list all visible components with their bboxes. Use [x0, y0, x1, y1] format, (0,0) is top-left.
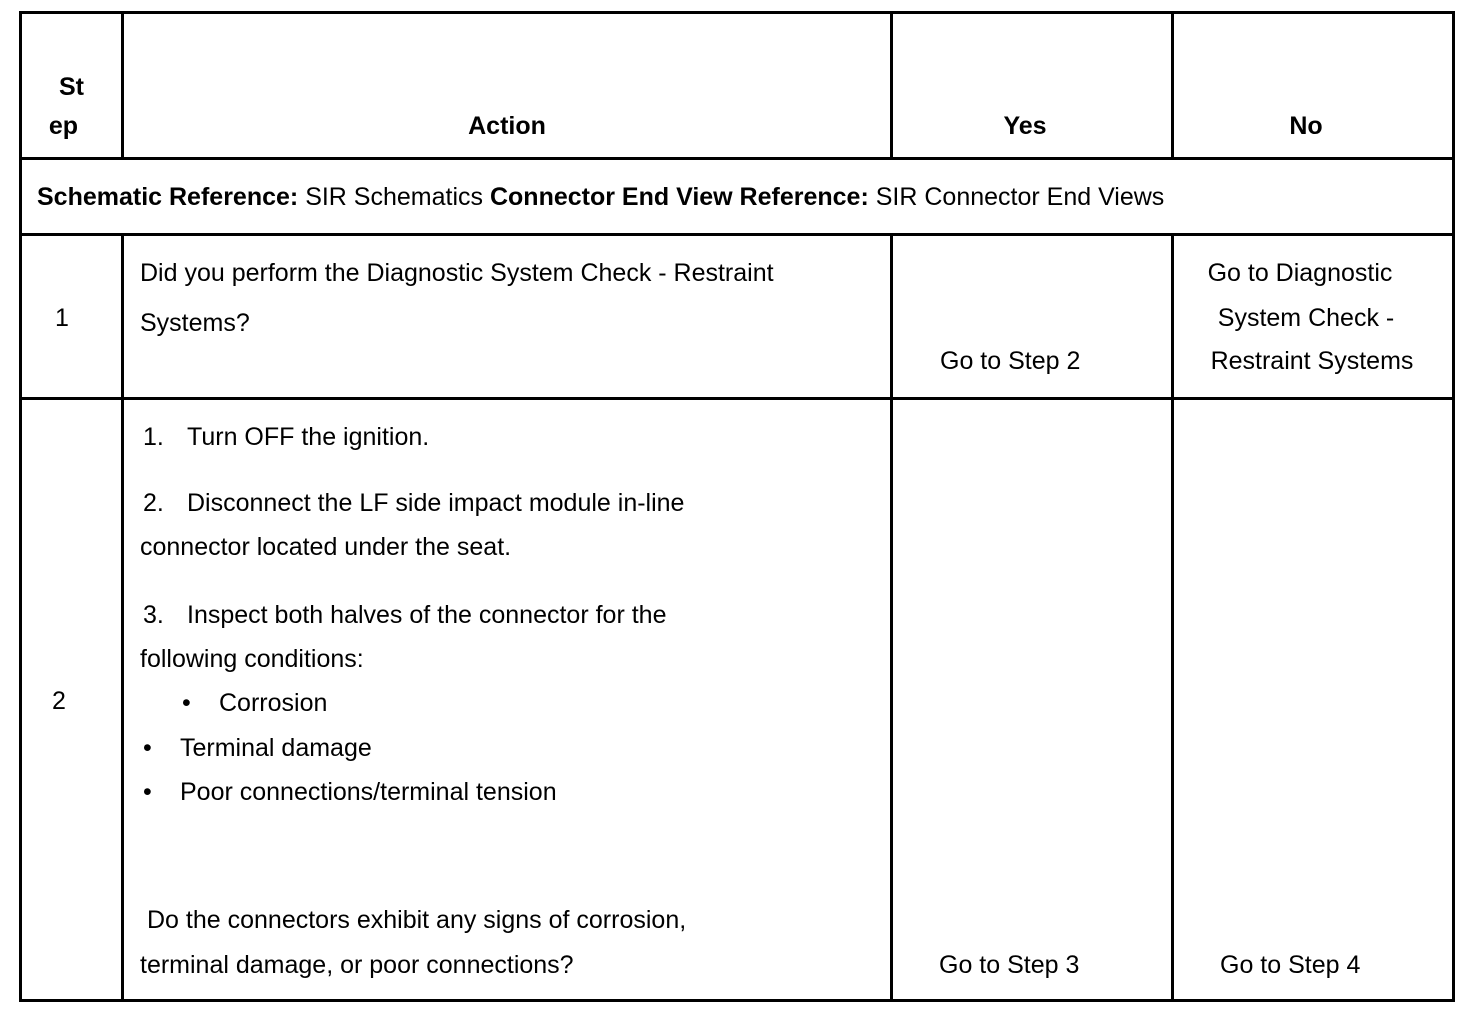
instruction-step-text: Inspect both halves of the connector for the	[187, 601, 667, 629]
row1-no-line3: Restraint Systems	[1210, 347, 1414, 375]
row2-question-line2: terminal damage, or poor connections?	[140, 951, 574, 979]
bullet-icon: •	[143, 778, 152, 806]
row2-no: Go to Step 4	[1220, 951, 1361, 979]
reference-line	[37, 182, 1164, 212]
border-reference-bottom	[19, 233, 1455, 236]
instruction-step-number: 1.	[143, 423, 164, 451]
border-right	[1452, 11, 1455, 1002]
schematic-reference-value: SIR Schematics	[305, 183, 484, 211]
border-bottom	[19, 999, 1455, 1002]
row1-step: 1	[55, 304, 69, 332]
row1-no-line2: System Check -	[1217, 304, 1395, 332]
row2-question-line1: Do the connectors exhibit any signs of corrosion,	[147, 906, 687, 934]
bullet-icon: •	[182, 689, 191, 717]
connector-reference-label: Connector End View Reference:	[489, 183, 869, 211]
instruction-step-continuation: connector located under the seat.	[140, 533, 512, 561]
instruction-step-text: Turn OFF the ignition.	[187, 423, 430, 451]
border-header-bottom	[19, 157, 1455, 160]
row1-no-line1: Go to Diagnostic	[1207, 259, 1393, 287]
connector-reference-value: SIR Connector End Views	[875, 183, 1165, 211]
header-step-line1: St	[59, 73, 84, 101]
row1-action-line2: Systems?	[140, 309, 250, 337]
instruction-step-number: 2.	[143, 489, 164, 517]
row1-action-line1: Did you perform the Diagnostic System Check - Restraint	[140, 259, 774, 287]
border-row1-bottom	[19, 397, 1455, 400]
instruction-step-text: Disconnect the LF side impact module in-line	[187, 489, 685, 517]
row1-yes: Go to Step 2	[940, 347, 1081, 375]
instruction-step-continuation: following conditions:	[140, 645, 364, 673]
schematic-reference-label: Schematic Reference:	[37, 183, 299, 211]
border-left	[19, 11, 22, 1002]
divider-action-yes-body	[890, 233, 893, 1002]
bullet-icon: •	[143, 734, 152, 762]
header-action: Action	[468, 112, 546, 140]
instruction-step-number: 3.	[143, 601, 164, 629]
row2-yes: Go to Step 3	[939, 951, 1080, 979]
header-no: No	[1289, 112, 1323, 140]
row2-step: 2	[52, 687, 66, 715]
divider-yes-no-body	[1171, 233, 1174, 1002]
condition-item: Poor connections/terminal tension	[180, 778, 557, 806]
divider-step-action-body	[121, 233, 124, 1002]
condition-item: Terminal damage	[180, 734, 372, 762]
header-yes: Yes	[1003, 112, 1047, 140]
border-top	[19, 11, 1455, 14]
condition-item: Corrosion	[219, 689, 328, 717]
header-step-line2: ep	[48, 112, 79, 140]
